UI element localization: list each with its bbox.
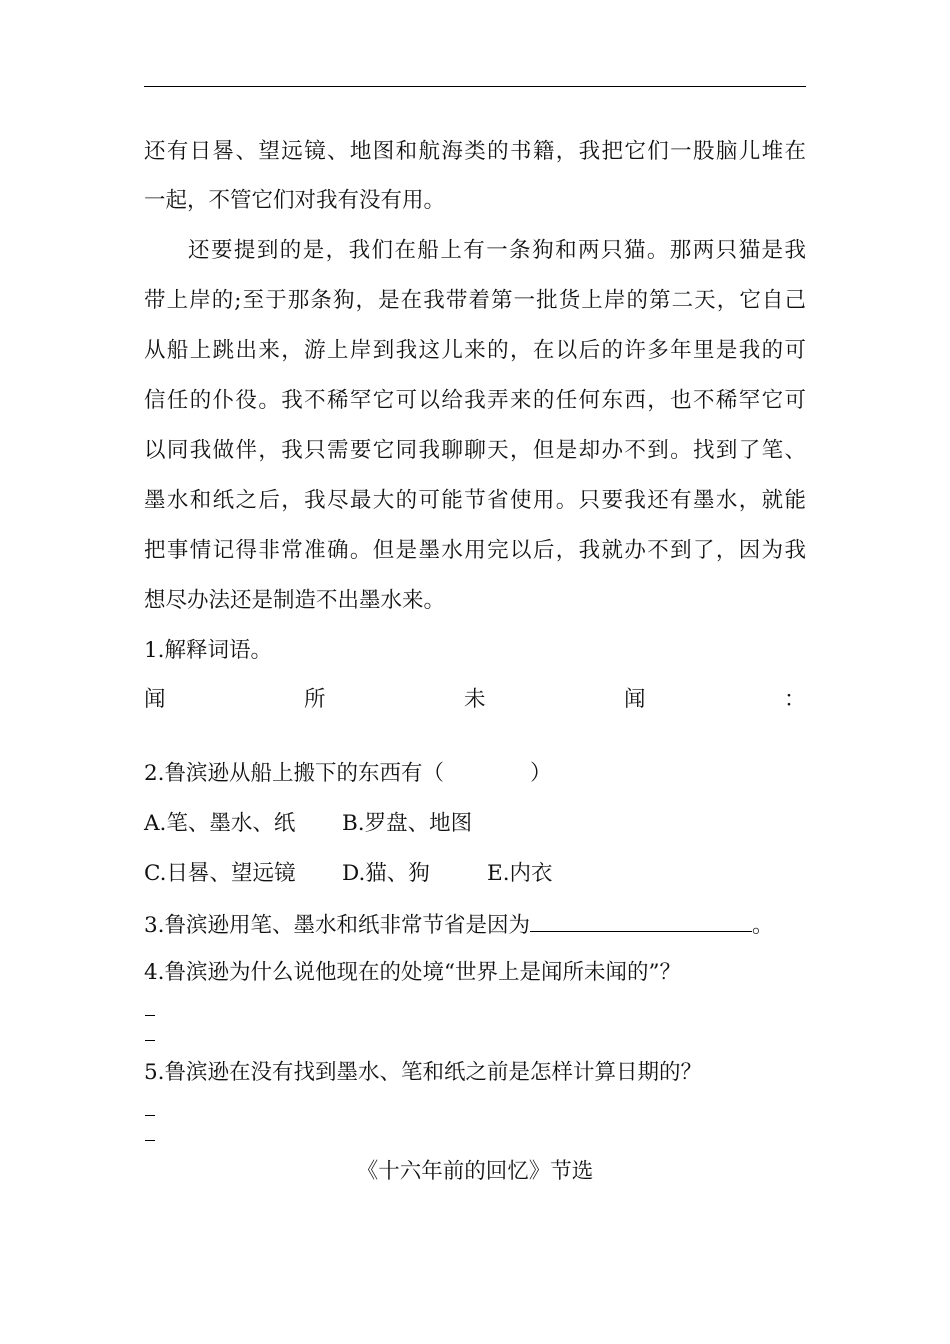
answer-blank[interactable] [530, 909, 752, 932]
passage-line: 墨水和纸之后，我尽最大的可能节省使用。只要我还有墨水，就能 [144, 488, 806, 513]
question-3-suffix: 。 [752, 913, 774, 938]
passage-line: 从船上跳出来，游上岸到我这儿来的，在以后的许多年里是我的可 [144, 338, 806, 363]
option-b: B.罗盘、地图 [342, 811, 473, 836]
passage-line: 还要提到的是，我们在船上有一条狗和两只猫。那两只猫是我 [188, 238, 806, 263]
option-c: C.日晷、望远镜 [144, 861, 296, 886]
answer-line[interactable] [145, 1015, 155, 1016]
term-char: 未 [464, 687, 486, 712]
term-char: ： [784, 687, 806, 712]
answer-line[interactable] [145, 1140, 155, 1141]
passage-line: 以同我做伴，我只需要它同我聊聊天，但是却办不到。找到了笔、 [144, 438, 806, 463]
option-a: A.笔、墨水、纸 [144, 811, 296, 836]
term-char: 闻 [144, 687, 166, 712]
term-char: 闻 [624, 687, 646, 712]
passage-line: 一起，不管它们对我有没有用。 [144, 188, 446, 213]
question-3 [144, 909, 806, 941]
passage-line: 想尽办法还是制造不出墨水来。 [144, 588, 446, 613]
option-d: D.猫、狗 [342, 861, 430, 886]
term-char: 所 [304, 687, 326, 712]
question-4-label: 4.鲁滨逊为什么说他现在的处境“世界上是闻所未闻的”？ [144, 960, 681, 985]
question-2-label: 2.鲁滨逊从船上搬下的东西有（ ） [144, 761, 552, 786]
question-1-label: 1.解释词语。 [144, 638, 273, 663]
answer-line[interactable] [145, 1115, 155, 1116]
passage-line: 带上岸的;至于那条狗，是在我带着第一批货上岸的第二天，它自己 [144, 288, 806, 313]
next-section-title: 《十六年前的回忆》节选 [356, 1159, 594, 1184]
question-3-prefix: 3.鲁滨逊用笔、墨水和纸非常节省是因为 [144, 913, 531, 938]
option-e: E.内衣 [487, 861, 553, 886]
header-rule [144, 86, 806, 87]
answer-line[interactable] [145, 1040, 155, 1041]
question-5-label: 5.鲁滨逊在没有找到墨水、笔和纸之前是怎样计算日期的？ [144, 1060, 703, 1085]
passage-line: 把事情记得非常准确。但是墨水用完以后，我就办不到了，因为我 [144, 538, 806, 563]
passage-line: 还有日晷、望远镜、地图和航海类的书籍，我把它们一股脑儿堆在 [144, 139, 806, 164]
passage-line: 信任的仆役。我不稀罕它可以给我弄来的任何东西，也不稀罕它可 [144, 388, 806, 413]
